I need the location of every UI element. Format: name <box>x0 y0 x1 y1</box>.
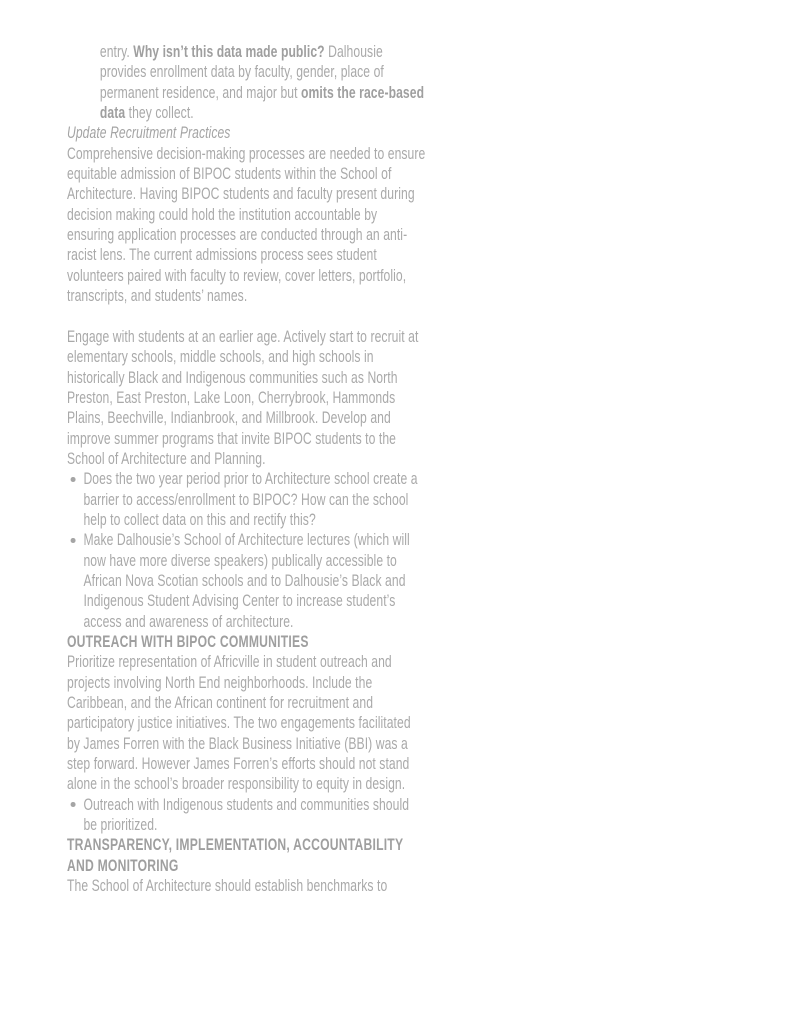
list-item-text: Does the two year period prior to Architecture school create a barrier to access/enrollment to BIPOC? How can the school help to collect data on this and rectify this? <box>83 469 418 529</box>
bold-emphasis-race-data: omits the race-based data <box>99 82 425 123</box>
document-body <box>67 42 426 896</box>
list-item-text: Make Dalhousie’s School of Architecture lectures (which will now have more diverse speakers) publically accessible to African Nova Scotian schools and to Dalhousie’s Black and Indigenous Student Advising Center to increase student’s access and awareness of architecture. <box>83 530 410 631</box>
intro-paragraph <box>67 42 426 123</box>
outreach-bullet-list <box>67 795 426 836</box>
bullet-icon <box>71 477 76 482</box>
recruitment-bullet-list <box>67 469 426 632</box>
list-item <box>67 795 426 836</box>
intro-text-segment: they collect. <box>125 103 194 123</box>
heading-outreach: OUTREACH WITH BIPOC COMMUNITIES <box>67 631 309 651</box>
subheading-update-recruitment: Update Recruitment Practices <box>67 123 231 143</box>
outreach-paragraph: Prioritize representation of Africville in student outreach and projects involving North End neighborhoods. Include the Caribbean, and the African continent for recruitment and participatory justice initiatives. The two engagements facilitated by James Forren with the Black Business Initiative (BBI) was a step forward. However James Forren’s efforts should not stand alone in the school’s broader responsibility to equity in design. <box>67 652 411 794</box>
heading-transparency: TRANSPARENCY, IMPLEMENTATION, ACCOUNTABILITY AND MONITORING <box>67 835 404 875</box>
list-item <box>67 469 426 530</box>
bold-emphasis-public-data: Why isn’t this data made public? <box>133 42 325 61</box>
intro-text-segment: entry. <box>99 42 134 61</box>
recruitment-paragraph-2: Engage with students at an earlier age. Actively start to recruit at elementary schools, middle schools, and high schools in historically Black and Indigenous communities such as North Preston, East Preston, Lake Loon, Cherrybrook, Hammonds Plains, Beechville, Indianbrook, and Millbrook. Develop and improve summer programs that invite BIPOC students to the School of Architecture and Planning. <box>67 326 419 468</box>
bullet-icon <box>71 802 76 807</box>
bullet-icon <box>71 538 76 543</box>
transparency-paragraph: The School of Architecture should establish benchmarks to <box>67 876 388 896</box>
text-column <box>67 42 587 896</box>
intro-text-segment: Dalhousie provides enrollment data by faculty, gender, place of permanent residence, and major but <box>99 42 384 102</box>
recruitment-paragraph-1: Comprehensive decision-making processes are needed to ensure equitable admission of BIPOC students within the School of Architecture. Having BIPOC students and faculty present during decision making could hold the institution accountable by ensuring application processes are conducted through an anti-racist lens. The current admissions process sees student volunteers paired with faculty to review, cover letters, portfolio, transcripts, and students’ names. <box>67 143 426 306</box>
list-item <box>67 530 426 632</box>
list-item-text: Outreach with Indigenous students and communities should be prioritized. <box>83 794 410 835</box>
